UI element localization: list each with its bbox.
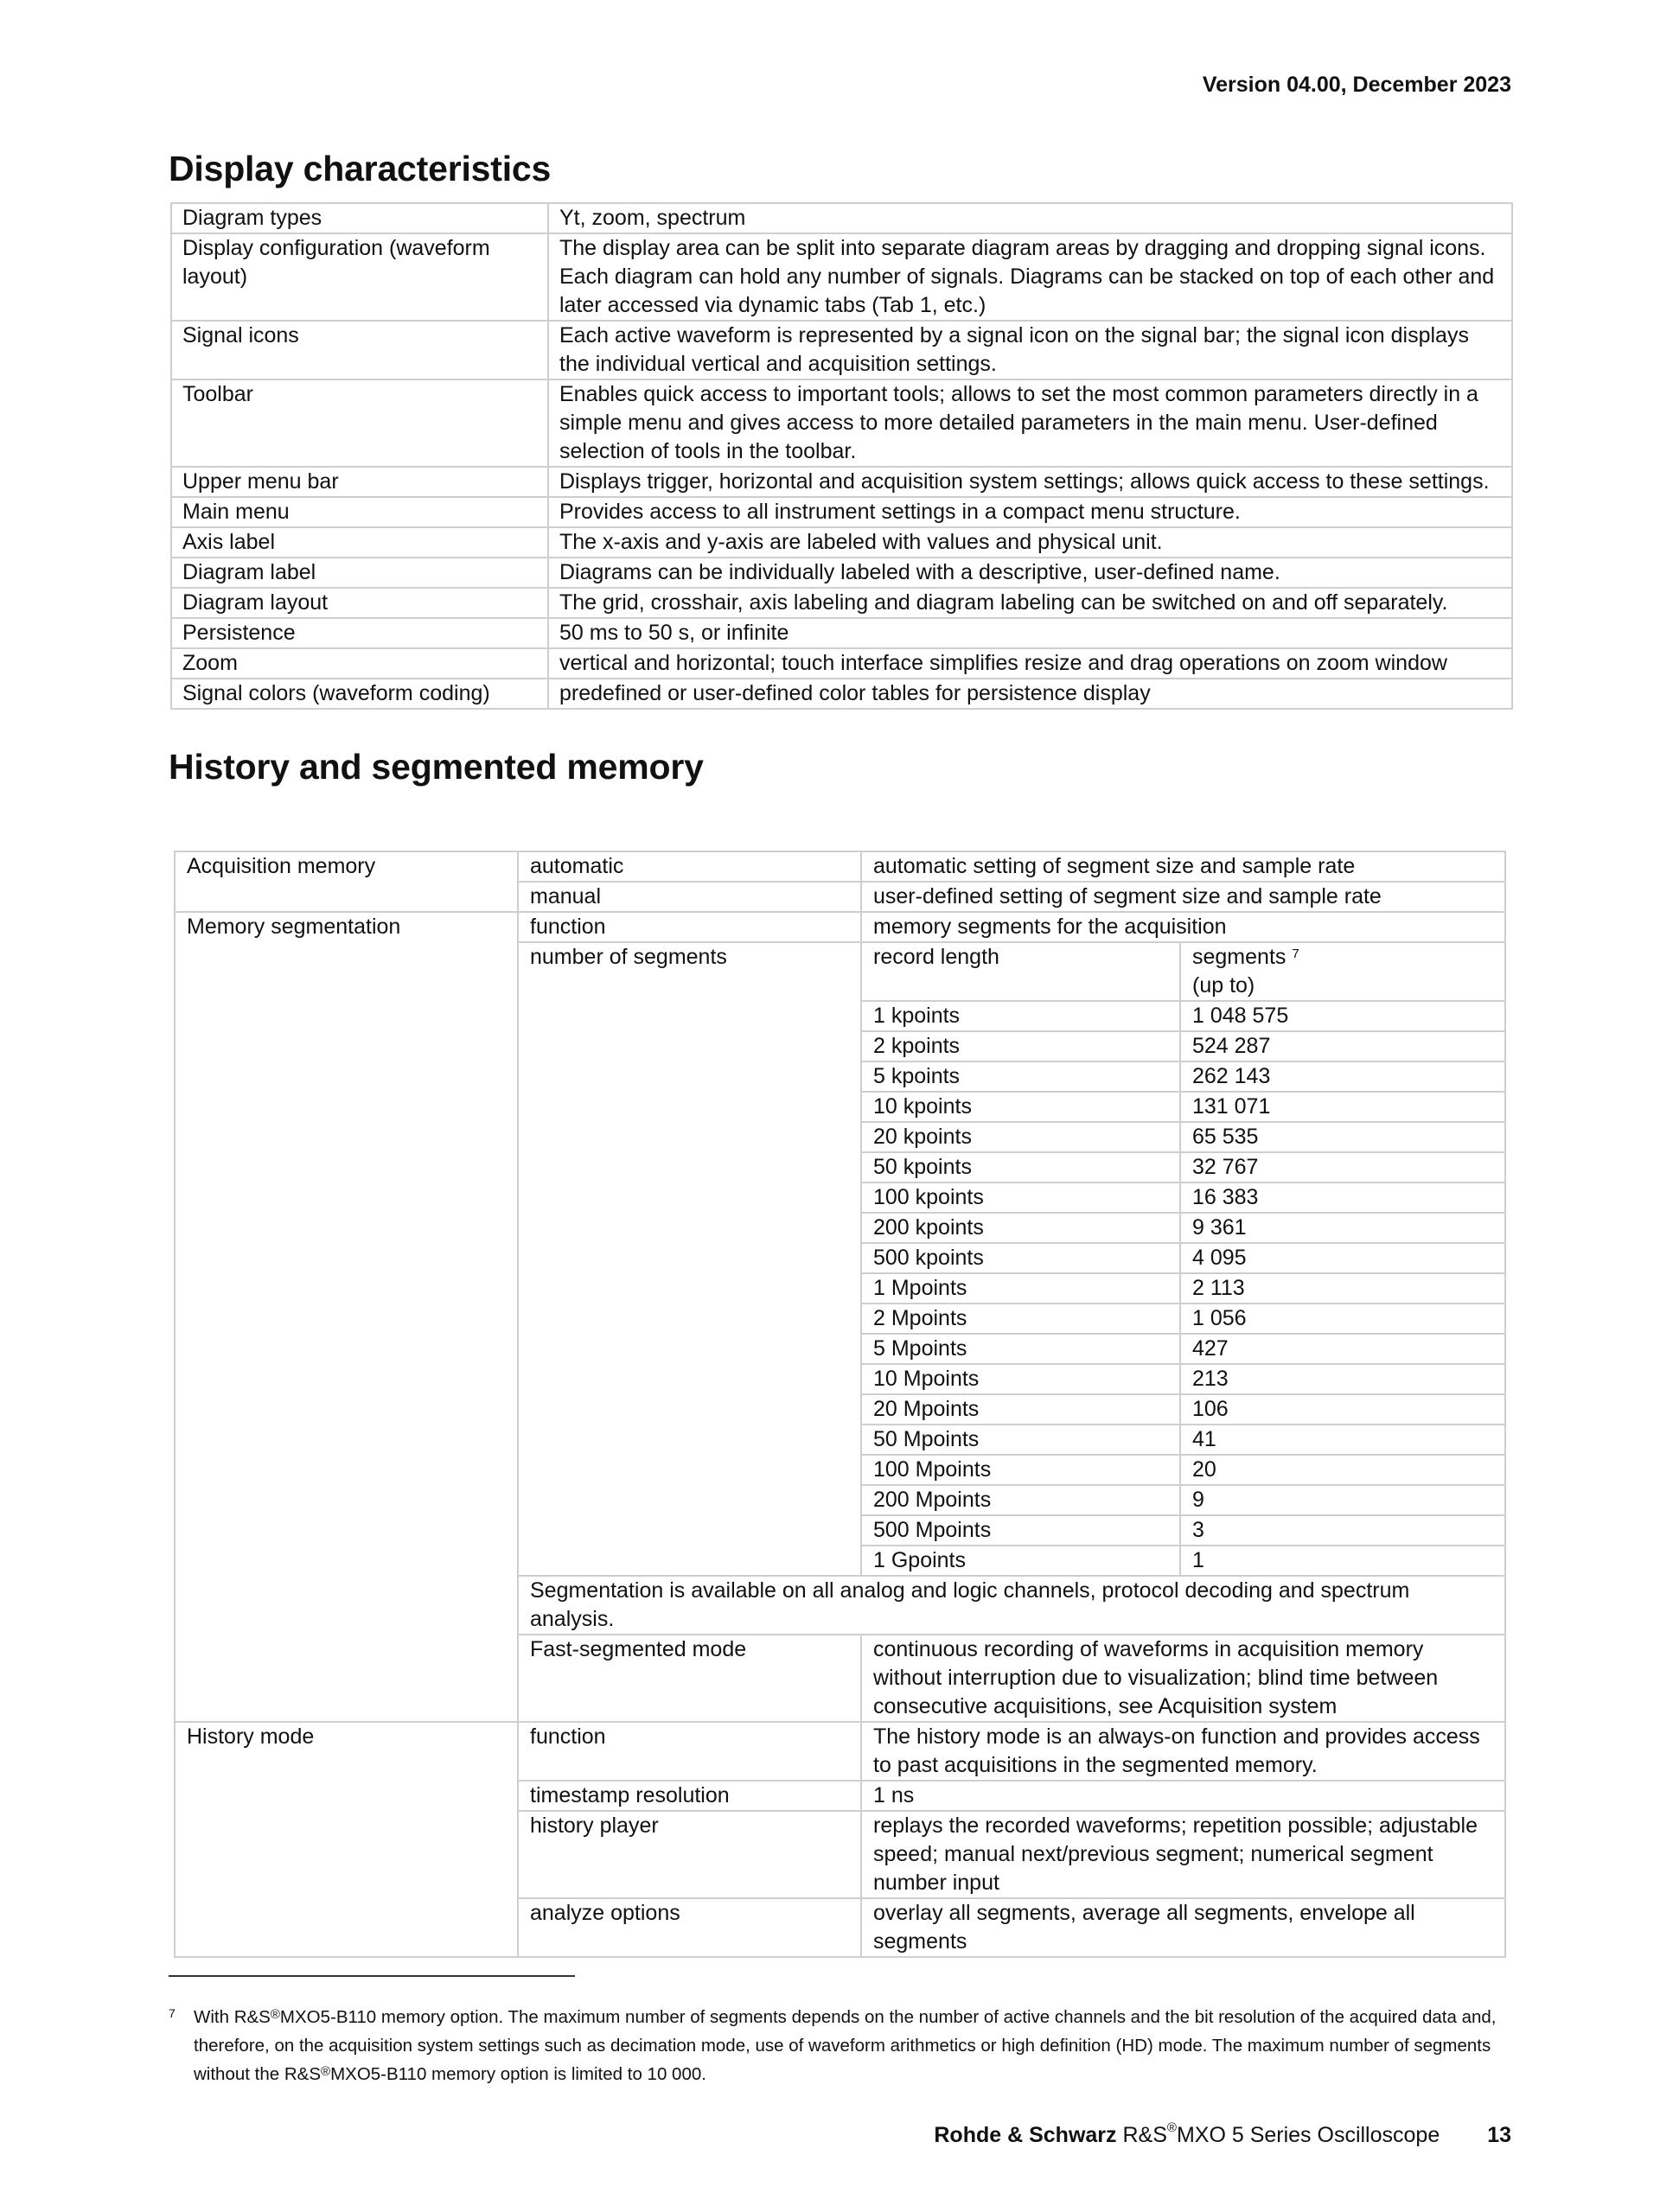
table-row bbox=[175, 1722, 1505, 1781]
section-title-display: Display characteristics bbox=[169, 149, 552, 188]
footnote-text: With R&S®MXO5-B110 memory option. The maximum number of segments depends on the number of active channels and the bit resolution of the acquired data and, therefore, on the acquisition system settings such as decimation mode, use of waveform arithmetics or high definition (HD) mode. The maximum number of segments without the R&S®MXO5-B110 memory option is limited to 10 000. bbox=[194, 2007, 1497, 2084]
table-row bbox=[171, 527, 1512, 558]
table-row bbox=[175, 851, 1505, 882]
row-value: 50 ms to 50 s, or infinite bbox=[548, 618, 1512, 648]
row-value: vertical and horizontal; touch interface simplifies resize and drag operations on zoom window bbox=[548, 648, 1512, 679]
record-length-cell: 20 Mpoints bbox=[861, 1394, 1180, 1425]
segments-cell: 4 095 bbox=[1180, 1243, 1505, 1273]
row-value: Each active waveform is represented by a signal icon on the signal bar; the signal icon displays the individual vertical and acquisition settings. bbox=[548, 321, 1512, 379]
row-label: History mode bbox=[175, 1722, 518, 1957]
segments-cell: 9 361 bbox=[1180, 1213, 1505, 1243]
row-label: Zoom bbox=[171, 648, 548, 679]
record-length-cell: 2 kpoints bbox=[861, 1031, 1180, 1061]
table-row bbox=[175, 912, 1505, 942]
row-value: predefined or user-defined color tables for persistence display bbox=[548, 679, 1512, 709]
table-row bbox=[171, 467, 1512, 497]
record-length-cell: 1 Mpoints bbox=[861, 1273, 1180, 1304]
param-key: history player bbox=[518, 1811, 861, 1898]
table-row bbox=[171, 203, 1512, 233]
page-number: 13 bbox=[1487, 2123, 1511, 2147]
row-label: Upper menu bar bbox=[171, 467, 548, 497]
record-length-cell: 10 Mpoints bbox=[861, 1364, 1180, 1394]
footnote-divider bbox=[169, 1975, 575, 1977]
table-row bbox=[171, 618, 1512, 648]
row-label: Axis label bbox=[171, 527, 548, 558]
row-value: The grid, crosshair, axis labeling and diagram labeling can be switched on and off separately. bbox=[548, 588, 1512, 618]
brand-name: Rohde & Schwarz bbox=[934, 2123, 1117, 2147]
footnote-number: 7 bbox=[169, 2006, 176, 2020]
footnote bbox=[169, 2003, 1517, 2088]
record-length-cell: 5 kpoints bbox=[861, 1061, 1180, 1092]
param-value: replays the recorded waveforms; repetition possible; adjustable speed; manual next/previous segment; numerical segment number input bbox=[861, 1811, 1505, 1898]
table-row bbox=[171, 233, 1512, 321]
segments-cell: 1 bbox=[1180, 1546, 1505, 1576]
record-length-cell: 50 kpoints bbox=[861, 1152, 1180, 1182]
record-length-cell: 100 kpoints bbox=[861, 1182, 1180, 1213]
param-value: automatic setting of segment size and sample rate bbox=[861, 851, 1505, 882]
row-value: Enables quick access to important tools; allows to set the most common parameters directly in a simple menu and gives access to more detailed parameters in the main menu. User-defined selection of tools in the toolbar. bbox=[548, 379, 1512, 467]
row-value: Diagrams can be individually labeled with a descriptive, user-defined name. bbox=[548, 558, 1512, 588]
document-version: Version 04.00, December 2023 bbox=[1202, 73, 1511, 97]
page-footer bbox=[934, 2120, 1511, 2148]
segments-cell: 524 287 bbox=[1180, 1031, 1505, 1061]
row-label: Persistence bbox=[171, 618, 548, 648]
table-row bbox=[171, 497, 1512, 527]
row-label: Signal icons bbox=[171, 321, 548, 379]
row-value: Yt, zoom, spectrum bbox=[548, 203, 1512, 233]
row-label: Fast-segmented mode bbox=[518, 1635, 861, 1722]
table-row bbox=[171, 321, 1512, 379]
record-length-cell: 2 Mpoints bbox=[861, 1304, 1180, 1334]
row-label: Diagram layout bbox=[171, 588, 548, 618]
row-label: Acquisition memory bbox=[175, 851, 518, 912]
row-label: Main menu bbox=[171, 497, 548, 527]
segments-cell: 1 056 bbox=[1180, 1304, 1505, 1334]
param-value: overlay all segments, average all segments, envelope all segments bbox=[861, 1898, 1505, 1957]
record-length-cell: 1 kpoints bbox=[861, 1001, 1180, 1031]
param-value: memory segments for the acquisition bbox=[861, 912, 1505, 942]
row-value: The display area can be split into separate diagram areas by dragging and dropping signal icons. Each diagram can hold any number of signals. Diagrams can be stacked on top of each other and later accessed via dynamic tabs (Tab 1, etc.) bbox=[548, 233, 1512, 321]
segmentation-note: Segmentation is available on all analog and logic channels, protocol decoding and spectrum analysis. bbox=[518, 1576, 1505, 1635]
param-key: automatic bbox=[518, 851, 861, 882]
table-row bbox=[171, 379, 1512, 467]
row-label: Toolbar bbox=[171, 379, 548, 467]
row-value: The x-axis and y-axis are labeled with values and physical unit. bbox=[548, 527, 1512, 558]
segments-cell: 106 bbox=[1180, 1394, 1505, 1425]
param-key: analyze options bbox=[518, 1898, 861, 1957]
record-length-cell: 500 kpoints bbox=[861, 1243, 1180, 1273]
row-label: Memory segmentation bbox=[175, 912, 518, 1722]
product-name: R&S®MXO 5 Series Oscilloscope bbox=[1122, 2120, 1440, 2147]
segments-cell: 2 113 bbox=[1180, 1273, 1505, 1304]
column-header-record-length: record length bbox=[861, 942, 1180, 1001]
param-key: manual bbox=[518, 882, 861, 912]
segments-cell: 427 bbox=[1180, 1334, 1505, 1364]
param-value: continuous recording of waveforms in acquisition memory without interruption due to visualization; blind time between consecutive acquisitions, see Acquisition system bbox=[861, 1635, 1505, 1722]
param-key: function bbox=[518, 1722, 861, 1781]
segments-cell: 9 bbox=[1180, 1485, 1505, 1515]
row-label: Display configuration (waveform layout) bbox=[171, 233, 548, 321]
footnote-ref: 7 bbox=[1292, 947, 1299, 961]
segments-cell: 20 bbox=[1180, 1455, 1505, 1485]
record-length-cell: 200 kpoints bbox=[861, 1213, 1180, 1243]
segments-cell: 65 535 bbox=[1180, 1122, 1505, 1152]
param-key: number of segments bbox=[518, 942, 861, 1576]
column-header-segments: segments $^7$ (up to) bbox=[1180, 942, 1505, 1001]
record-length-cell: 50 Mpoints bbox=[861, 1425, 1180, 1455]
record-length-cell: 200 Mpoints bbox=[861, 1485, 1180, 1515]
record-length-cell: 1 Gpoints bbox=[861, 1546, 1180, 1576]
record-length-cell: 100 Mpoints bbox=[861, 1455, 1180, 1485]
history-segmented-memory-table bbox=[174, 851, 1506, 1958]
segments-cell: 16 383 bbox=[1180, 1182, 1505, 1213]
segments-cell: 32 767 bbox=[1180, 1152, 1505, 1182]
record-length-cell: 10 kpoints bbox=[861, 1092, 1180, 1122]
table-row bbox=[171, 648, 1512, 679]
param-key: timestamp resolution bbox=[518, 1781, 861, 1811]
table-row bbox=[171, 588, 1512, 618]
record-length-cell: 20 kpoints bbox=[861, 1122, 1180, 1152]
segments-cell: 213 bbox=[1180, 1364, 1505, 1394]
table-row bbox=[171, 679, 1512, 709]
record-length-cell: 500 Mpoints bbox=[861, 1515, 1180, 1546]
param-value: 1 ns bbox=[861, 1781, 1505, 1811]
param-value: user-defined setting of segment size and sample rate bbox=[861, 882, 1505, 912]
row-label: Diagram types bbox=[171, 203, 548, 233]
record-length-cell: 5 Mpoints bbox=[861, 1334, 1180, 1364]
table-row bbox=[171, 558, 1512, 588]
display-characteristics-table bbox=[170, 202, 1513, 710]
segments-cell: 1 048 575 bbox=[1180, 1001, 1505, 1031]
row-label: Signal colors (waveform coding) bbox=[171, 679, 548, 709]
segments-cell: 262 143 bbox=[1180, 1061, 1505, 1092]
segments-cell: 41 bbox=[1180, 1425, 1505, 1455]
segments-cell: 131 071 bbox=[1180, 1092, 1505, 1122]
param-value: The history mode is an always-on function and provides access to past acquisitions in the segmented memory. bbox=[861, 1722, 1505, 1781]
row-value: Displays trigger, horizontal and acquisition system settings; allows quick access to these settings. bbox=[548, 467, 1512, 497]
row-value: Provides access to all instrument settings in a compact menu structure. bbox=[548, 497, 1512, 527]
param-key: function bbox=[518, 912, 861, 942]
section-title-memory: History and segmented memory bbox=[169, 747, 704, 787]
row-label: Diagram label bbox=[171, 558, 548, 588]
segments-cell: 3 bbox=[1180, 1515, 1505, 1546]
